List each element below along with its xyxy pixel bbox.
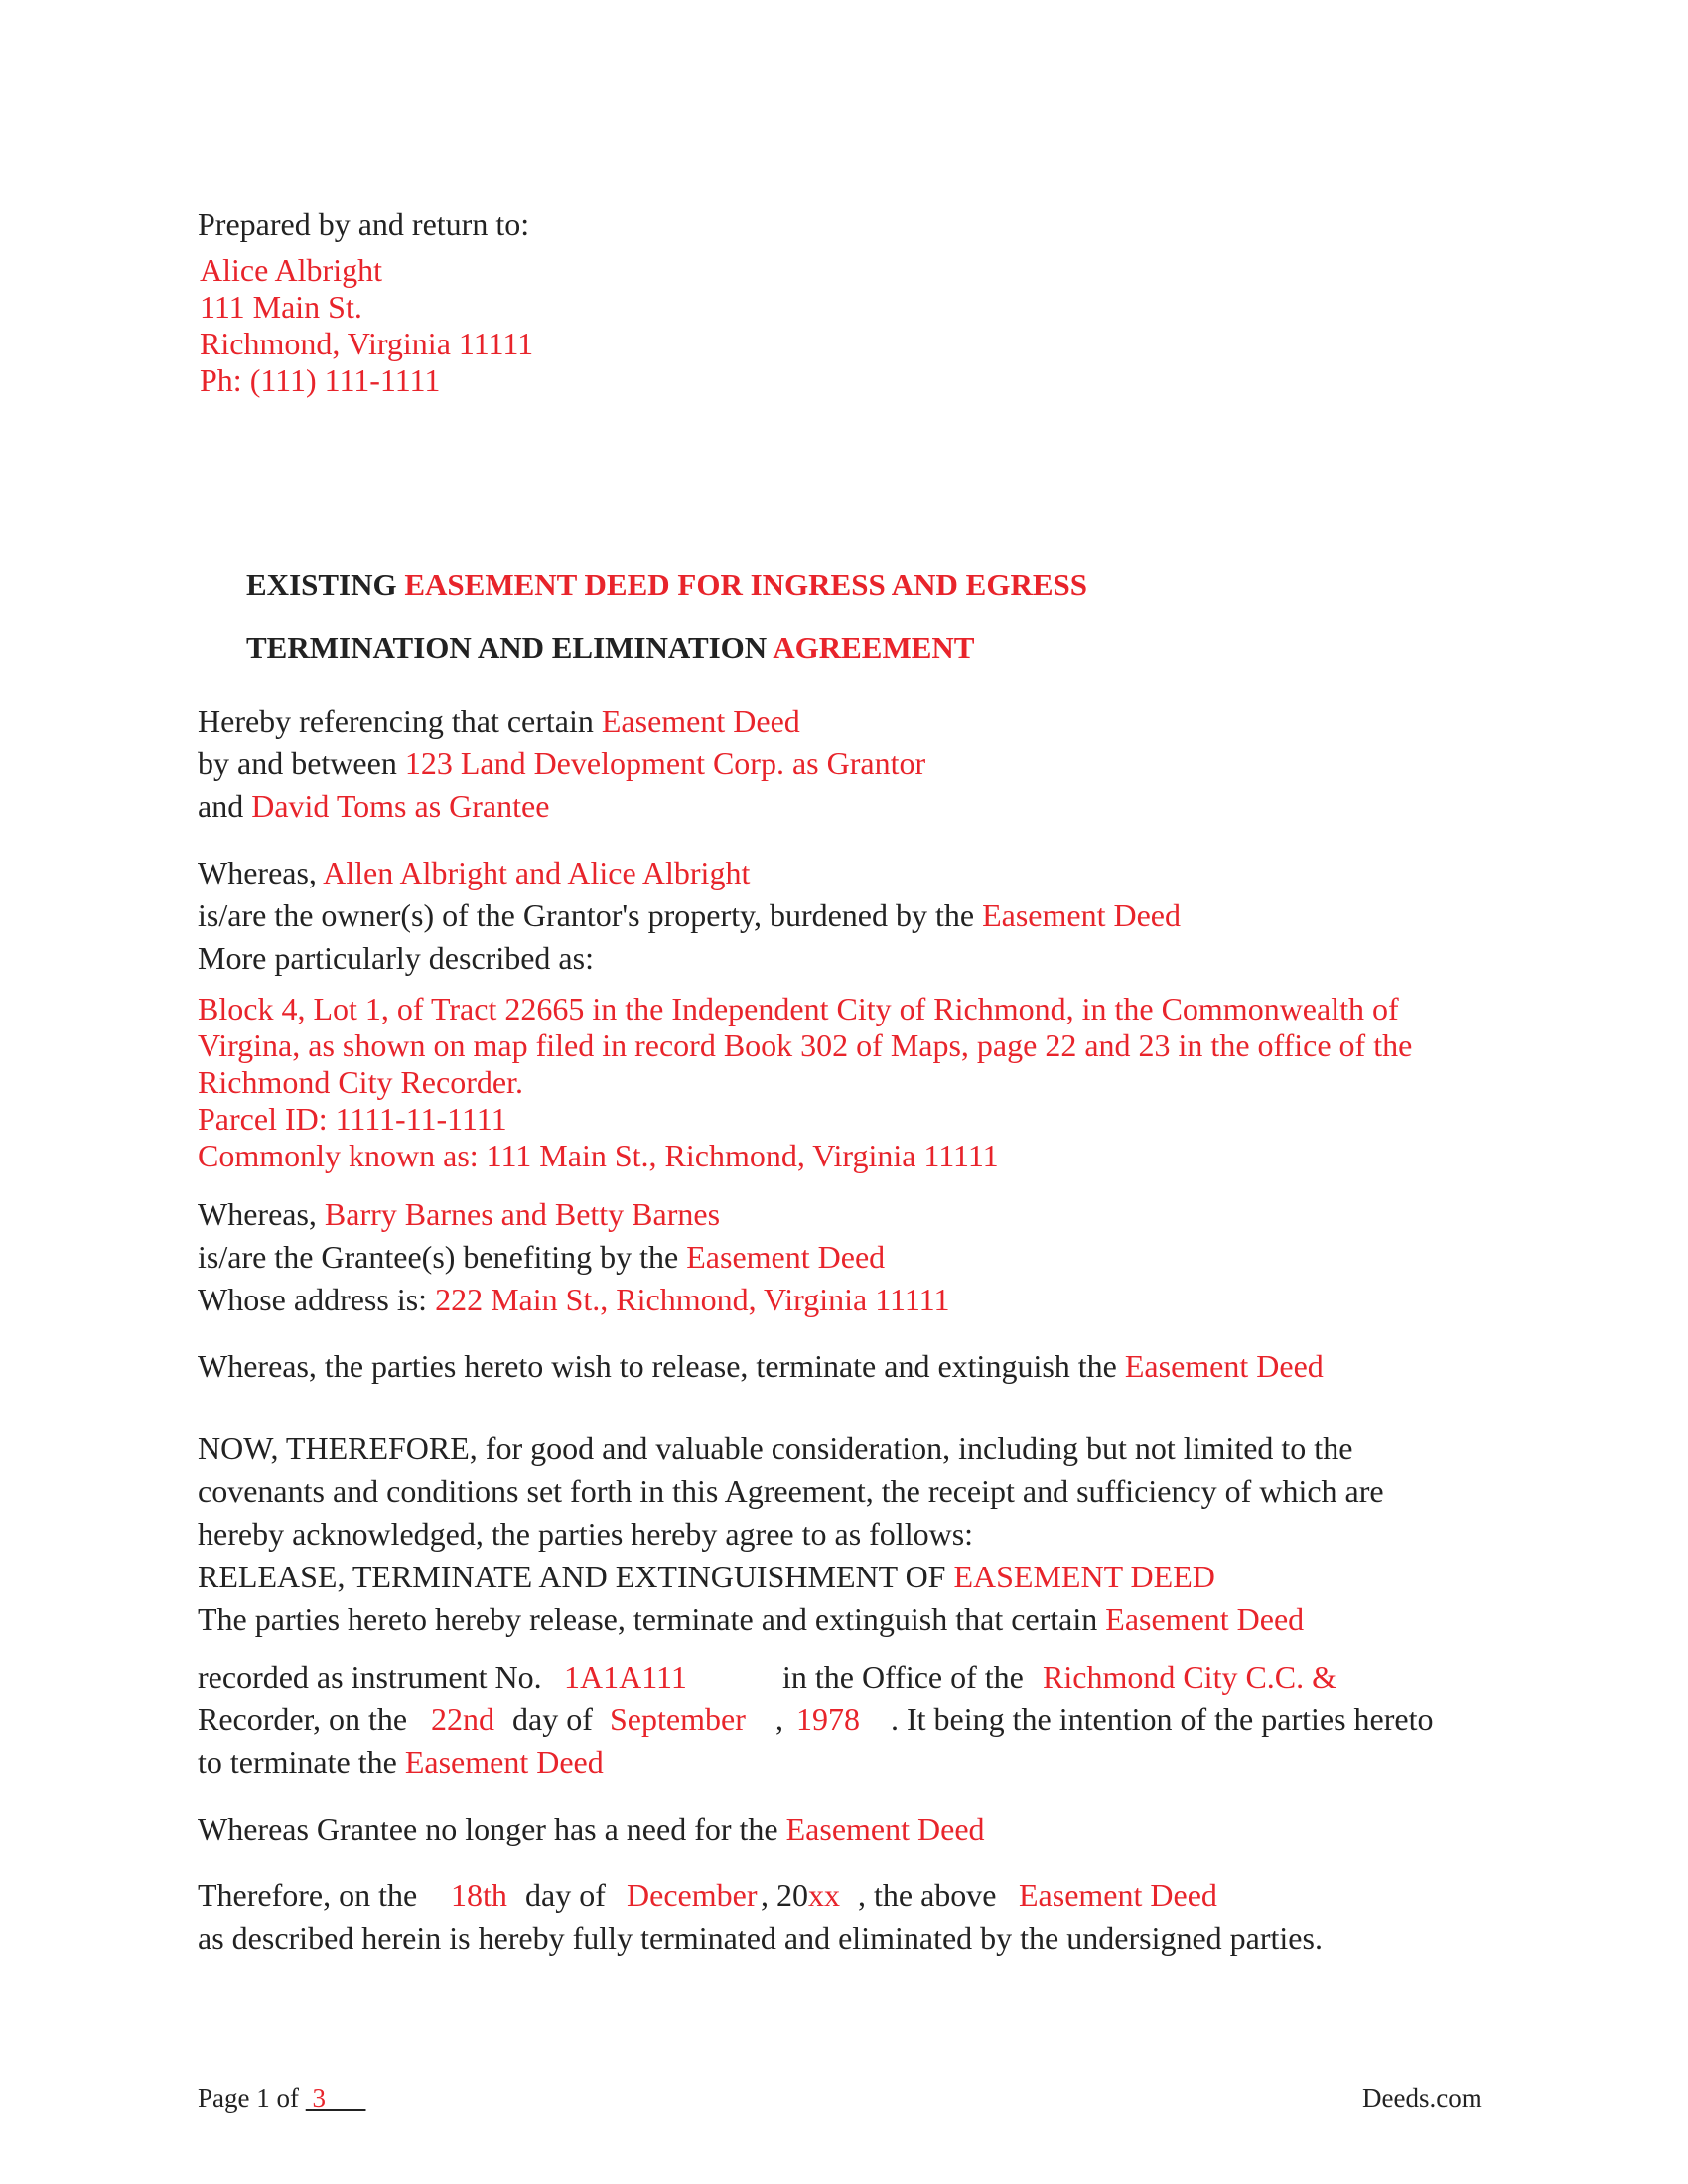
commonly-known: Commonly known as: 111 Main St., Richmond, Virginia 11111 [198, 1138, 999, 1173]
terminate-label: to terminate the [198, 1744, 397, 1780]
release-text-line [198, 1600, 1304, 1638]
record-label: recorded as instrument No. [198, 1659, 542, 1695]
between-line [198, 745, 925, 782]
now-line-3: hereby acknowledged, the parties hereby agree to as follows: [198, 1516, 974, 1552]
grantees-text: is/are the Grantee(s) benefiting by the [198, 1239, 679, 1275]
record-comma: , [775, 1702, 783, 1737]
therefore-label: Therefore, on the [198, 1877, 418, 1913]
owners-text-line [198, 896, 1181, 934]
terminate-deed: Easement Deed [404, 1744, 604, 1780]
reference-intro: Hereby referencing that certain [198, 703, 594, 739]
office-label: in the Office of the [782, 1659, 1024, 1695]
page-label: Page 1 of [198, 2083, 299, 2113]
therefore-year-line [761, 1876, 840, 1914]
final-statement: as described herein is hereby fully terminated and eliminated by the undersigned parties. [198, 1920, 1323, 1956]
owners-text: is/are the owner(s) of the Grantor's property, burdened by the [198, 897, 975, 933]
and-label: and [198, 788, 244, 824]
brand-footer: Deeds.com [1362, 2083, 1482, 2113]
no-need-deed: Easement Deed [785, 1811, 985, 1846]
grantee: David Toms as Grantee [251, 788, 550, 824]
therefore-day: 18th [451, 1877, 507, 1913]
owners-whereas: Whereas, [198, 855, 317, 890]
now-line-2: covenants and conditions set forth in this Agreement, the receipt and sufficiency of which are [198, 1473, 1384, 1509]
no-need-line [198, 1810, 985, 1847]
grantee-names: Barry Barnes and Betty Barnes [324, 1196, 721, 1232]
grantee-address: 222 Main St., Richmond, Virginia 11111 [435, 1282, 950, 1317]
record-day: 22nd [431, 1702, 494, 1737]
therefore-above: , the above [858, 1877, 997, 1913]
preparer-name: Alice Albright [200, 252, 382, 288]
instrument-number: 1A1A111 [564, 1659, 687, 1695]
prepared-heading: Prepared by and return to: [198, 206, 530, 242]
release-wish-deed: Easement Deed [1124, 1348, 1324, 1384]
therefore-day-of: day of [525, 1877, 606, 1913]
legal-line-1: Block 4, Lot 1, of Tract 22665 in the Independent City of Richmond, in the Commonwealth of [198, 991, 1399, 1026]
release-text: The parties hereto hereby release, terminate and extinguish that certain [198, 1601, 1098, 1637]
release-heading-red: EASEMENT DEED [953, 1559, 1215, 1594]
record-year: 1978 [796, 1702, 860, 1737]
release-wish-text: Whereas, the parties hereto wish to release, terminate and extinguish the [198, 1348, 1117, 1384]
record-day-of: day of [512, 1702, 593, 1737]
owner-names: Allen Albright and Alice Albright [323, 855, 751, 890]
owners-deed: Easement Deed [982, 897, 1181, 933]
legal-line-2: Virgina, as shown on map filed in record Book 302 of Maps, page 22 and 23 in the office of the [198, 1027, 1413, 1063]
release-wish-line [198, 1347, 1324, 1385]
record-month: September [610, 1702, 746, 1737]
therefore-deed: Easement Deed [1019, 1877, 1217, 1913]
recorder-label: Recorder, on the [198, 1702, 408, 1737]
preparer-phone: Ph: (111) 111-1111 [200, 362, 441, 398]
preparer-city: Richmond, Virginia 11111 [200, 326, 534, 361]
release-heading-text: RELEASE, TERMINATE AND EXTINGUISHMENT OF [198, 1559, 946, 1594]
recorder-office: Richmond City C.C. & [1043, 1659, 1337, 1695]
preparer-street: 111 Main St. [200, 289, 362, 325]
title-prefix-1: EXISTING [246, 567, 397, 602]
reference-line [198, 702, 800, 740]
page-footer-left [198, 2079, 365, 2116]
described-label: More particularly described as: [198, 940, 594, 976]
title-prefix-2: TERMINATION AND ELIMINATION [246, 630, 768, 665]
release-deed: Easement Deed [1105, 1601, 1305, 1637]
owners-whereas-line [198, 854, 750, 891]
parcel-id: Parcel ID: 1111-11-1111 [198, 1101, 507, 1137]
address-label: Whose address is: [198, 1282, 428, 1317]
grantees-address-line [198, 1281, 949, 1318]
therefore-comma-year: , 20 [761, 1877, 808, 1913]
terminate-line [198, 1743, 604, 1781]
page-total: 3 [312, 2083, 326, 2113]
now-line-1: NOW, THEREFORE, for good and valuable consideration, including but not limited to the [198, 1431, 1353, 1466]
grantees-whereas-line [198, 1195, 720, 1233]
grantees-whereas: Whereas, [198, 1196, 317, 1232]
reference-deed: Easement Deed [601, 703, 800, 739]
grantor: 123 Land Development Corp. as Grantor [404, 746, 926, 781]
grantees-deed: Easement Deed [686, 1239, 886, 1275]
between-label: by and between [198, 746, 397, 781]
title-line-1 [246, 566, 1087, 604]
and-line [198, 787, 549, 825]
legal-line-3: Richmond City Recorder. [198, 1064, 523, 1100]
title-red-2: AGREEMENT [773, 630, 975, 665]
therefore-month: December [627, 1877, 758, 1913]
page-total-underline [306, 2083, 366, 2113]
title-line-2 [246, 629, 974, 667]
intention-text: . It being the intention of the parties hereto [891, 1702, 1434, 1737]
no-need-text: Whereas Grantee no longer has a need for the [198, 1811, 778, 1846]
title-red-1: EASEMENT DEED FOR INGRESS AND EGRESS [404, 567, 1087, 602]
therefore-year-xx: xx [808, 1877, 840, 1913]
release-heading [198, 1558, 1215, 1595]
grantees-text-line [198, 1238, 885, 1276]
